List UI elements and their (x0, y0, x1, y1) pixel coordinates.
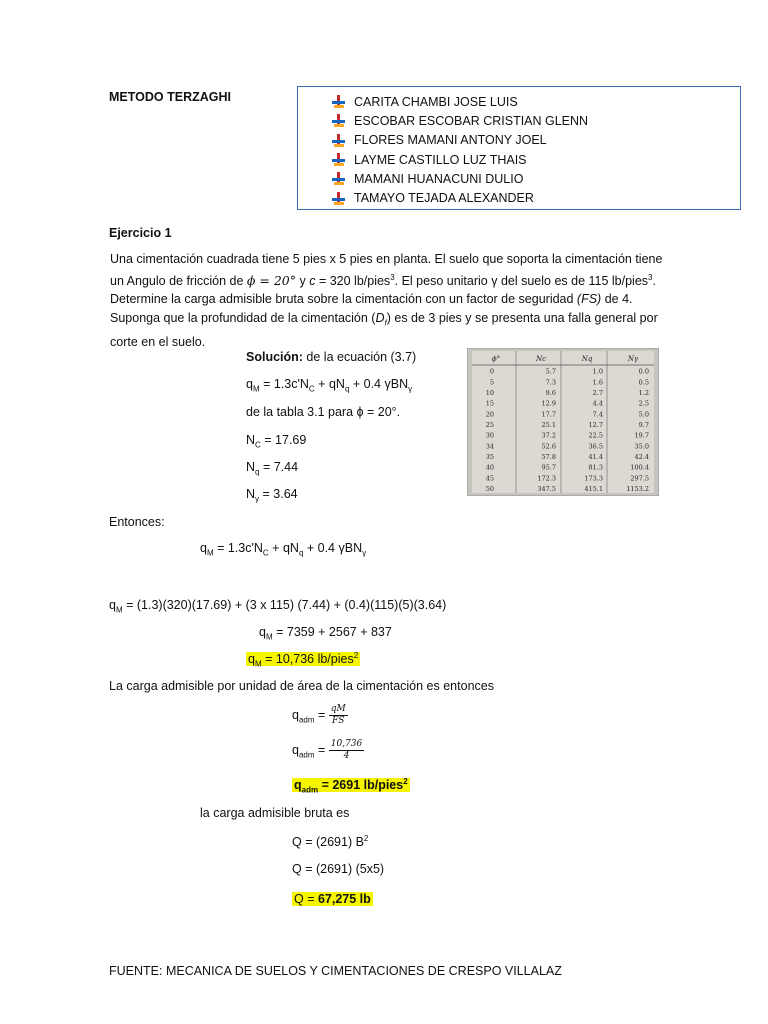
gross-intro: la carga admisible bruta es (200, 806, 350, 820)
table-cell: 2.7 (592, 389, 603, 397)
ngamma-value: $N_\gamma = 3.64$ (246, 487, 298, 504)
solution-heading: Solución: de la ecuación (3.7) (246, 350, 417, 364)
table-cell: 1.6 (592, 378, 603, 387)
bullet-icon (332, 153, 346, 166)
bearing-formula-repeat: $q_M = 1.3c'N_C + qN_q + 0.4$ γBN$_\gamma$ (200, 541, 367, 558)
bearing-factors-table (467, 348, 659, 496)
table-cell: 35 (485, 453, 494, 461)
table-cell: 297.5 (630, 474, 649, 483)
qadm-substitution: $q_{adm}$ = $\frac{10,736}{4}$ (292, 739, 363, 761)
table-cell: 1153.2 (626, 485, 649, 493)
table-cell: 1.2 (638, 389, 649, 397)
table-cell: 34 (485, 442, 494, 451)
table-cell: 81.3 (588, 463, 603, 472)
gross-formula: Q = (2691) $B^2$ (292, 834, 369, 850)
table-cell: 45 (485, 474, 494, 483)
table-cell: 4.4 (592, 399, 603, 408)
table-cell: 52.6 (541, 442, 556, 451)
table-header-cell: Nc (535, 355, 547, 363)
table-cell: 100.4 (630, 463, 649, 472)
allowable-intro: La carga admisible por unidad de área de la cimentación es entonces (109, 679, 494, 693)
table-cell: 10 (485, 389, 494, 397)
list-item: TAMAYO TEJADA ALEXANDER (332, 188, 740, 207)
table-cell: 36.5 (588, 442, 603, 451)
team-members-list (298, 87, 740, 208)
table-cell: 57.8 (541, 453, 556, 461)
bullet-icon (332, 192, 346, 205)
bearing-formula: $q_M = 1.3c'N_C + qN_q + 0.4$ γBN$_\gamma$ (246, 377, 413, 394)
list-item: CARITA CHAMBI JOSE LUIS (332, 92, 740, 111)
source-note: FUENTE: MECANICA DE SUELOS Y CIMENTACIONES DE CRESPO VILLALAZ (109, 964, 562, 978)
then-label: Entonces: (109, 515, 165, 529)
table-cell: 0.0 (638, 367, 649, 376)
table-cell: 347.5 (537, 485, 556, 493)
table-cell: 5.7 (545, 367, 556, 376)
table-cell: 30 (485, 431, 494, 440)
bullet-icon (332, 134, 346, 147)
gross-substitution: Q = (2691) (5x5) (292, 862, 385, 876)
table-cell: 37.2 (541, 431, 556, 440)
table-cell: 5.0 (638, 410, 649, 419)
qadm-formula: $q_{adm}$ = $\frac{qM}{FS}$ (292, 704, 346, 726)
table-cell: 12.7 (588, 421, 603, 429)
list-item: FLORES MAMANI ANTONY JOEL (332, 131, 740, 150)
table-cell: 0.5 (638, 378, 649, 387)
list-item: MAMANI HUANACUNI DULIO (332, 169, 740, 188)
table-header-cell: Nq (581, 355, 593, 363)
table-header-cell: Nγ (627, 355, 639, 363)
table-cell: 7.4 (592, 410, 603, 419)
table-cell: 42.4 (634, 453, 649, 461)
table-cell: 50 (485, 485, 494, 493)
factor-table-svg (468, 349, 658, 495)
substitution-line: $q_M = (1.3)(320)(17.69) + (3$ x 115) (7.44) + (0.4)(115)(5)(3.64) (109, 598, 447, 615)
table-reference: de la tabla 3.1 para ϕ = 20°. (246, 405, 401, 419)
table-cell: 9.7 (638, 421, 649, 429)
list-item: ESCOBAR ESCOBAR CRISTIAN GLENN (332, 111, 740, 130)
table-cell: 173.3 (584, 474, 603, 483)
document-title: METODO TERZAGHI (109, 90, 231, 104)
bullet-icon (332, 172, 346, 185)
table-cell: 25 (485, 421, 494, 429)
nc-value: $N_C = 17.69$ (246, 433, 307, 450)
table-cell: 19.7 (634, 431, 649, 440)
table-cell: 9.6 (545, 389, 556, 397)
qm-result: $q_M = 10,736$ lb/pies$^2$ (248, 651, 359, 669)
table-cell: 22.5 (588, 431, 603, 440)
table-cell: 12.9 (541, 399, 556, 408)
table-cell: 25.1 (541, 421, 556, 429)
table-cell: 7.3 (545, 378, 556, 387)
partial-sums-line: $q_M = 7359 + 2567 + 837$ (259, 625, 392, 642)
bullet-icon (332, 95, 346, 108)
table-cell: 95.7 (541, 463, 556, 472)
table-header-cell: ϕ° (491, 355, 501, 363)
list-item: LAYME CASTILLO LUZ THAIS (332, 150, 740, 169)
gross-result: Q = 67,275 lb (294, 892, 371, 906)
table-cell: 5 (489, 378, 494, 387)
table-cell: 17.7 (541, 410, 556, 419)
team-members-box (297, 86, 741, 210)
bullet-icon (332, 114, 346, 127)
table-cell: 415.1 (584, 485, 603, 493)
table-cell: 40 (485, 463, 494, 472)
table-cell: 35.0 (634, 442, 649, 451)
problem-statement: Una cimentación cuadrada tiene 5 pies x 5 pies en planta. El suelo que soporta la cimentación tiene un Angulo de fricción de ϕ = 20° y c = 320 lb/pies$^3$. El peso unitario γ del suelo es de 115 lb/pies$^3$. Determine la carga admisible bruta sobre la cimentación con un factor de seguridad (FS) de 4. Suponga que la profundidad de la cimentación $(D_f)$ es de 3 pies y se presenta una falla general por corte en el suelo. (110, 252, 663, 349)
table-cell: 20 (485, 410, 494, 419)
nq-value: $N_q = 7.44$ (246, 460, 299, 477)
table-cell: 0 (489, 367, 494, 376)
qadm-result: $q_{adm} = 2691$ lb/pies$^2$ (294, 777, 408, 795)
table-cell: 172.3 (537, 474, 556, 483)
exercise-title: Ejercicio 1 (109, 226, 172, 240)
table-cell: 2.5 (638, 399, 649, 408)
table-cell: 41.4 (588, 453, 603, 461)
table-cell: 15 (485, 399, 494, 408)
table-cell: 1.0 (592, 367, 603, 376)
